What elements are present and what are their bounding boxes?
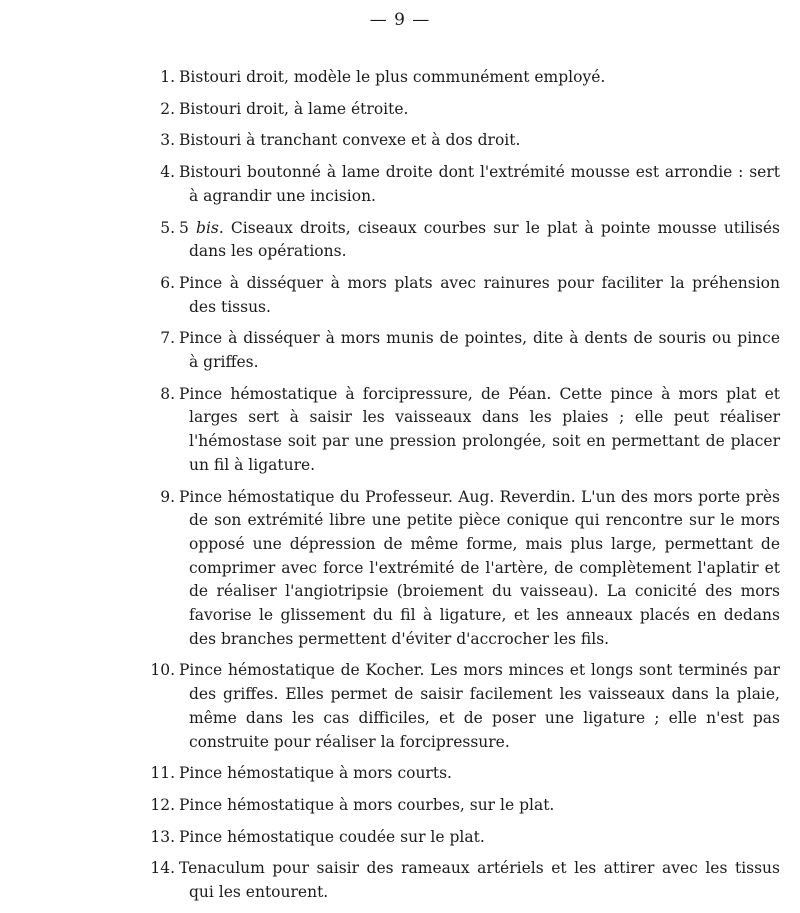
item-text: Pince à disséquer à mors munis de pointes, dite à dents de souris ou pince à griffes. — [179, 329, 780, 372]
item-text: Pince hémostatique à mors courts. — [179, 764, 452, 783]
list-item — [138, 383, 780, 478]
item-text: Pince hémostatique du Professeur. Aug. Reverdin. L'un des mors porte près de son extrémité libre une petite pièce conique qui rencontre sur le mors opposé une dépression de même forme, mais plus large, permettant de comprimer avec force l'extrémité de l'artère, de complètement l'aplatir et de réaliser l'angiotripsie (broiement du vaisseau). La conicité des mors favorise le glissement du fil à ligature, et les anneaux placés en dedans des branches permettent d'éviter d'accrocher les fils. — [179, 487, 780, 648]
list-item — [138, 161, 780, 208]
item-bis: bis — [196, 218, 219, 237]
item-number: 13. — [150, 827, 175, 846]
item-number: 9. — [160, 487, 175, 506]
item-text: Bistouri droit, à lame étroite. — [179, 99, 409, 118]
item-number: 3. — [160, 131, 175, 150]
item-number: 5. — [160, 218, 175, 237]
list-item — [138, 66, 780, 90]
item-number: 2. — [160, 99, 175, 118]
item-number: 1. — [160, 68, 175, 86]
item-text: Pince hémostatique coudée sur le plat. — [179, 827, 485, 846]
list-item — [138, 217, 780, 264]
item-prefix: 5 — [179, 218, 189, 237]
item-number: 11. — [150, 764, 175, 783]
list-item — [138, 98, 780, 122]
list-item — [138, 327, 780, 374]
item-text: Pince hémostatique à forcipressure, de Péan. Cette pince à mors plat et larges sert à saisir les vaisseaux dans les plaies ; elle peut réaliser l'hémostase soit par une pression prolongée, soit en permettant de placer un fil à ligature. — [179, 384, 780, 474]
item-text: Bistouri boutonné à lame droite dont l'extrémité mousse est arrondie : sert à agrandir une incision. — [179, 163, 780, 205]
item-number: 4. — [160, 163, 175, 182]
list-item — [138, 272, 780, 319]
list-item — [138, 826, 780, 850]
item-text: Bistouri à tranchant convexe et à dos droit. — [179, 131, 521, 150]
list-item — [138, 857, 780, 904]
item-text: Pince hémostatique à mors courbes, sur le plat. — [179, 795, 555, 814]
item-text: Pince à disséquer à mors plats avec rainures pour faciliter la préhension des tissus. — [179, 273, 780, 316]
item-number: 14. — [150, 859, 175, 878]
item-number: 8. — [160, 384, 175, 403]
list-item — [138, 794, 780, 818]
item-text: Bistouri droit, modèle le plus communément employé. — [179, 68, 606, 86]
item-number: 7. — [160, 329, 175, 348]
list-item — [138, 129, 780, 153]
item-text-rest: . Ciseaux droits, ciseaux courbes sur le plat à pointe mousse utilisés dans les opérations. — [189, 218, 780, 261]
item-number: 12. — [150, 795, 175, 814]
list-item — [138, 659, 780, 754]
list-item — [138, 762, 780, 786]
page-number: — 9 — — [369, 10, 431, 30]
item-text: Pince hémostatique de Kocher. Les mors minces et longs sont terminés par des griffes. Elles permet de saisir facilement les vaisseaux dans la plaie, même dans les cas difficiles, et de poser une ligature ; elle n'est pas construite pour réaliser la forcipressure. — [179, 661, 780, 751]
item-number: 10. — [150, 661, 175, 680]
instrument-list — [138, 66, 780, 913]
item-text — [179, 217, 780, 264]
list-item — [138, 486, 780, 652]
item-text: Tenaculum pour saisir des rameaux artériels et les attirer avec les tissus qui les entourent. — [179, 859, 780, 902]
item-number: 6. — [160, 273, 175, 292]
